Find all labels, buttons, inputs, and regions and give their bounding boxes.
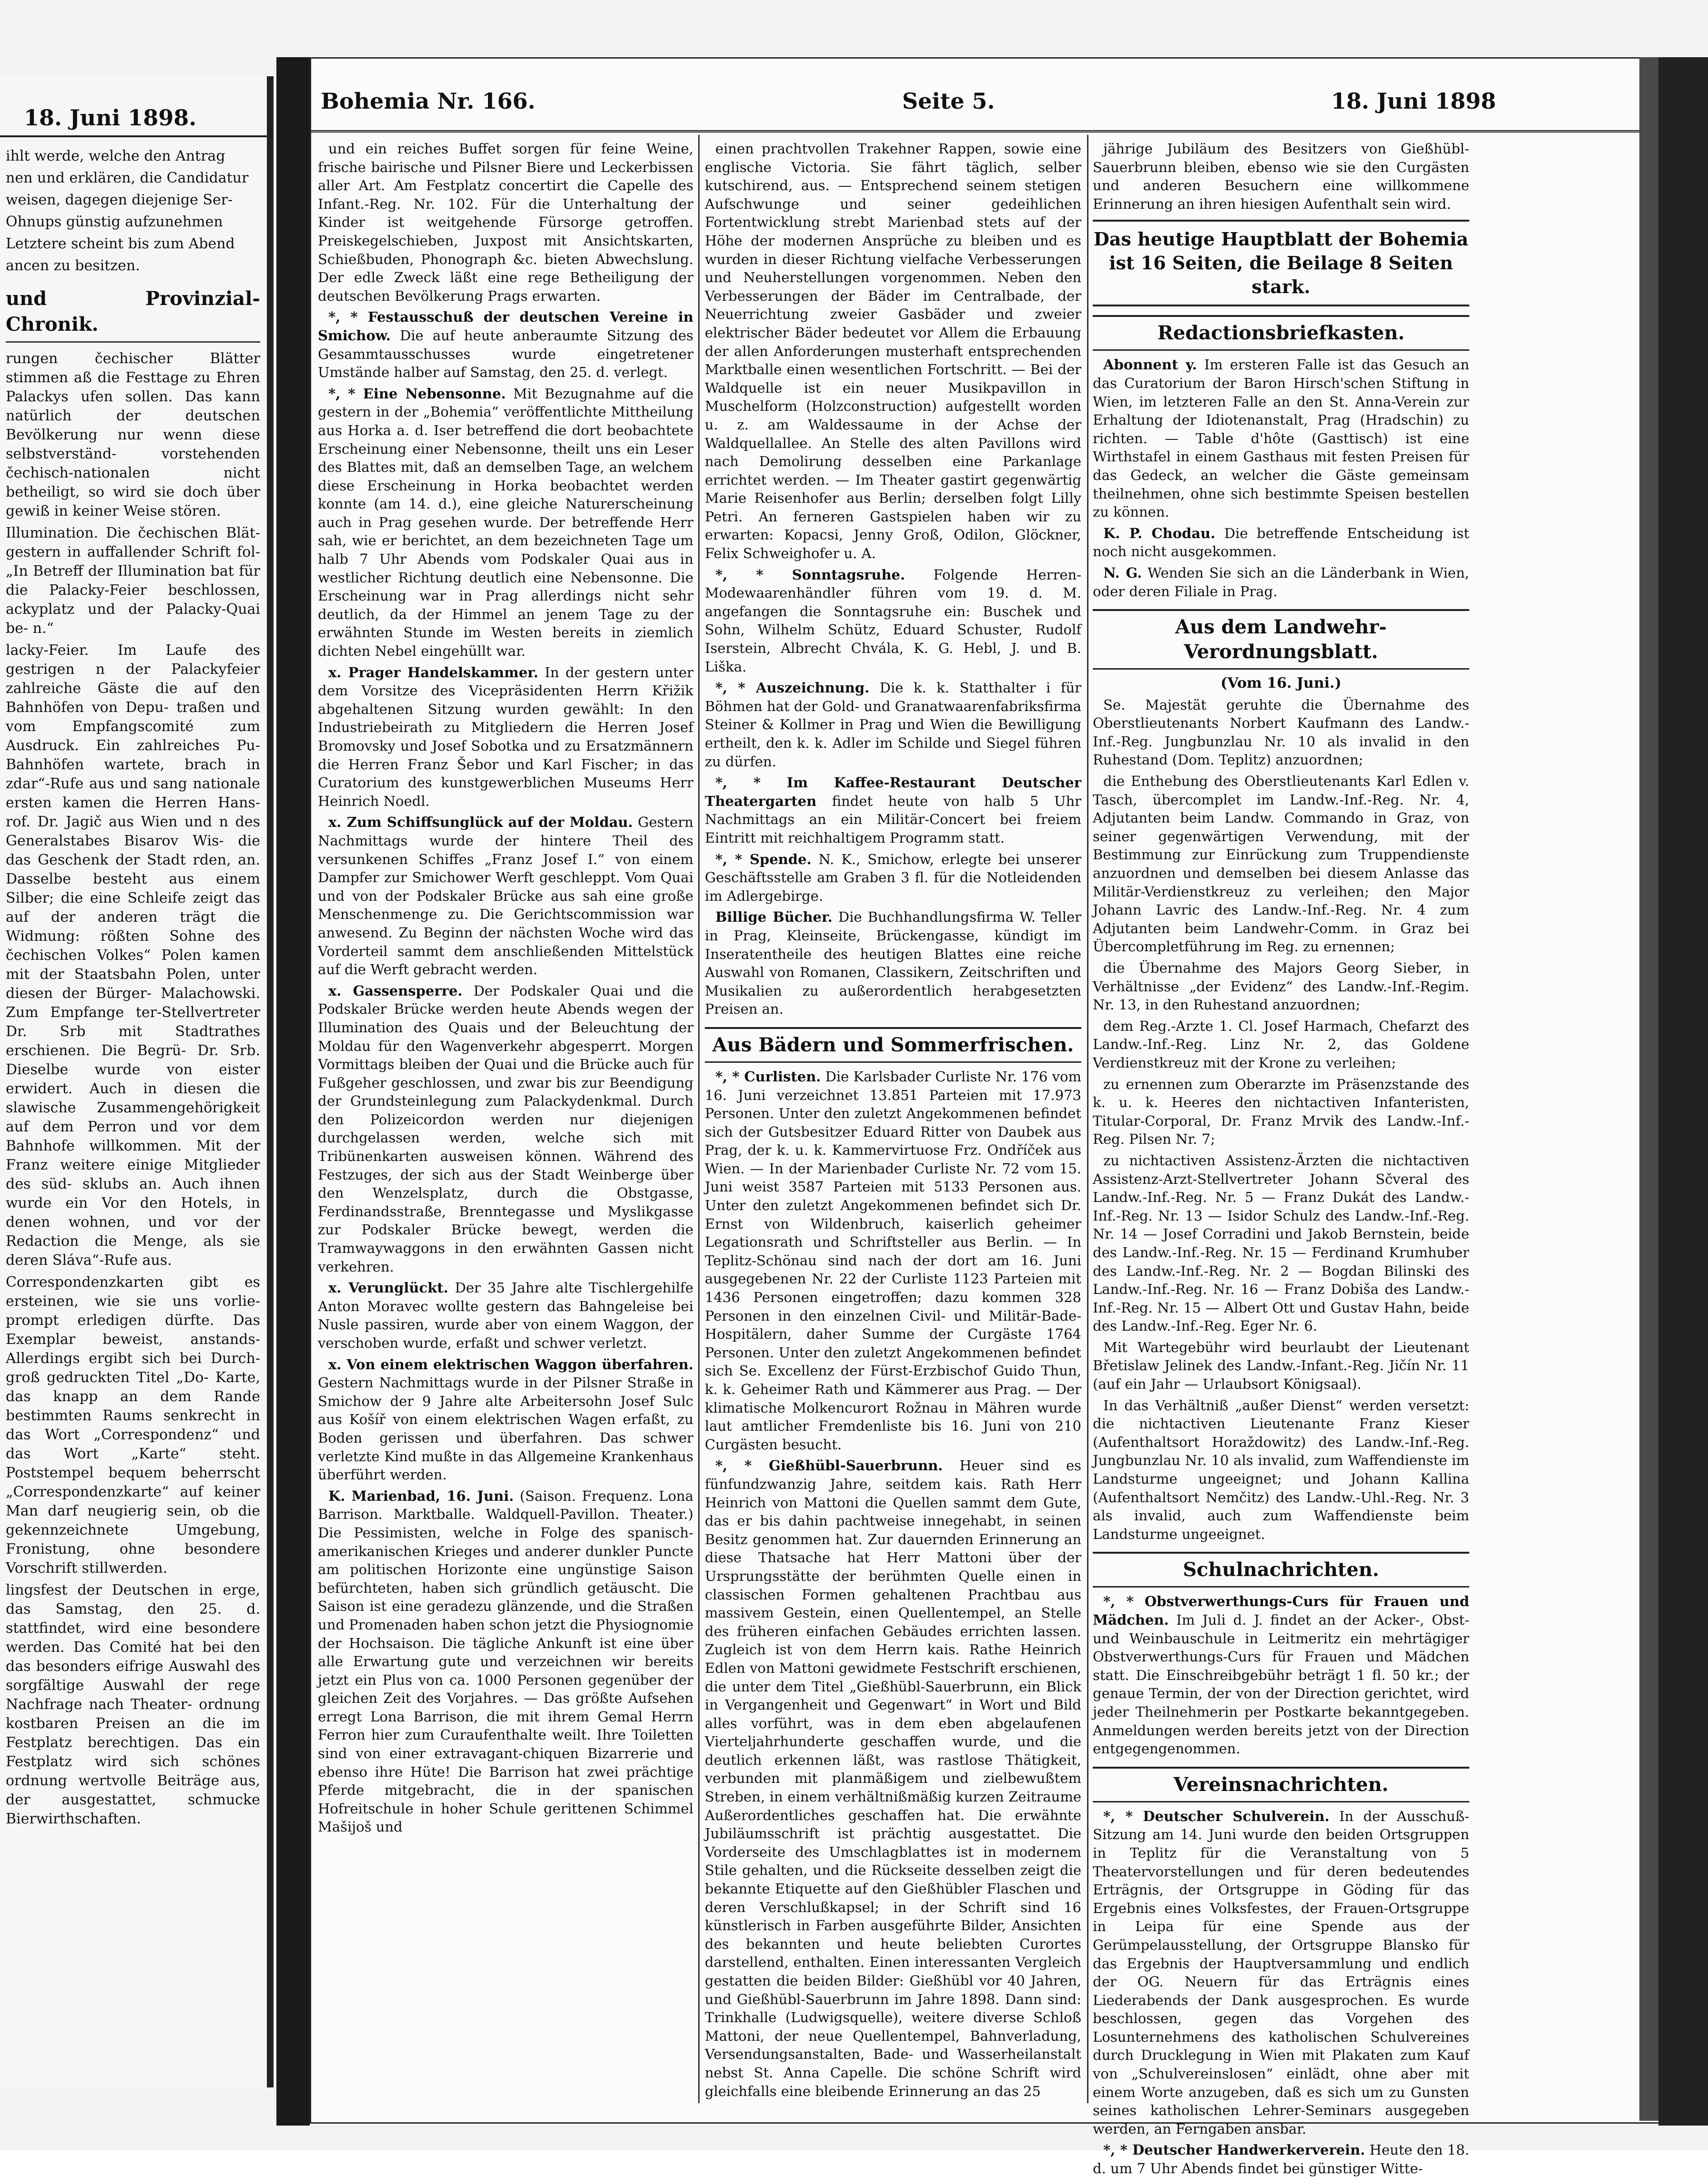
article-lead: *, * Spende.	[715, 851, 812, 867]
article-paragraph	[1093, 2141, 1469, 2178]
article-text: einen prachtvollen Trakehner Rappen, sowie eine englische Victoria. Sie fährt täglich, selber kutschirend, aus. — Entsprechend seinem stetigen Aufschwunge und seiner gedeihlichen Fortentwicklung strebt Marienbad stets auf der Höhe der modernen Ansprüche zu bleiben und es wurden in dieser Richtung vielfache Verbesserungen und Neuherstellungen vorgenommen. Neben den Verbesserungen der Bäder im Centralbade, der Neuerrichtung zweier Gasbäder und zweier elektrischer Bäder bedeutet vor Allem die Erbauung der allen Anforderungen musterhaft entsprechenden Marktballe einen wesentlichen Fortschritt. — Bei der Waldquelle ist ein neuer Musikpavillon in Muschelform (Holzconstruction) aufgestellt worden u. z. am Waldessaume in der Achse der Waldquellallee. An Stelle des alten Pavillons wird nach Demolirung desselben eine Parkanlage errichtet werden. — Im Theater gastirt gegenwärtig Marie Reisenhofer aus Berlin; derselben folgt Lilly Petri. An ferneren Gastspielen haben wir zu erwarten: Kopacsi, Jenny Groß, Odilon, Glöckner, Felix Schweighofer u. A.	[705, 141, 1081, 562]
article-text: Der Podskaler Quai und die Podskaler Brücke werden heute Abends wegen der Illumination des Quais und der Beleuchtung der Moldau für den Wagenverkehr abgesperrt. Morgen Vormittags bleiben der Quai und die Brücke auch für Fußgeher geschlossen, und zwar bis zur Beendigung der Grundsteinlegung zum Palackydenkmal. Durch den Polizeicordon werden nur diejenigen durchgelassen werden, welche sich mit Tribünenkarten ausweisen können. Während des Festzuges, der sich aus der Stadt Weinberge über den Wenzelsplatz, durch die Obstgasse, Ferdinandsstraße, Brenntegasse und Myslikgasse zur Podskaler Brücke bewegt, werden die Tramwaywaggons in den erwähnten Gassen nicht verkehren.	[318, 982, 693, 1275]
column-rule	[698, 135, 700, 2103]
page-number: Seite 5.	[902, 88, 995, 114]
article-lead: *, * Im Kaffee-Restaurant Deutscher Theatergarten	[705, 774, 1081, 809]
article-lead: K. Marienbad, 16. Juni.	[328, 1487, 514, 1504]
article-paragraph	[1093, 1338, 1469, 1394]
article-paragraph	[1093, 696, 1469, 769]
article-text: N. K., Smichow, erlegte bei unserer Geschäftsstelle am Graben 3 fl. für die Notleidenden im Adlergebirge.	[705, 851, 1081, 904]
article-paragraph	[705, 1456, 1081, 2100]
newspaper-page	[310, 57, 1661, 2177]
paper-title: Bohemia Nr. 166.	[321, 88, 536, 114]
article-text: Wenden Sie sich an die Länderbank in Wien, oder deren Filiale in Prag.	[1093, 564, 1469, 600]
article-paragraph	[1093, 772, 1469, 956]
article-paragraph	[318, 982, 693, 1276]
article-lead: x. Prager Handelskammer.	[328, 664, 539, 681]
article-text: Gestern Nachmittags wurde in der Pilsner Straße in Smichow der 9 Jahre alte Arbeitersohn Josef Sulc aus Košíř von einem elektrischen Wagen erfaßt, zu Boden gerissen und überfahren. Das schwer verletzte Kind mußte in das Allgemeine Krankenhaus überführt werden.	[318, 1374, 693, 1483]
article-paragraph	[705, 140, 1081, 563]
article-text: und ein reiches Buffet sorgen für feine Weine, frische bairische und Pilsner Biere und Leckerbissen aller Art. Am Festplatz concertirt die Capelle des Infant.-Reg. Nr. 102. Für die Unterhaltung der Kinder ist weitgehende Fürsorge getroffen. Preiskegelschieben, Juxpost mit Ansichtskarten, Schießbuden, Phonograph &c. bieten Abwechslung. Der edle Zweck läßt eine rege Betheiligung der deutschen Bevölkerung Prags erwarten.	[318, 141, 693, 304]
previous-page-date: 18. Juni 1898.	[0, 76, 267, 137]
article-paragraph	[318, 308, 693, 381]
article-text: die Enthebung des Oberstlieutenants Karl Edlen v. Tasch, übercomplet im Landw.-Inf.-Reg. Nr. 4, Adjutanten beim Landw. Commando in Graz, von seiner gegenwärtigen Verwendung, mit der Bestimmung zur Einrückung zum Truppendienste anzuordnen und demselben bei diesem Anlasse das Militär-Verdienstkreuz zu verleihen; den Major Johann Lavric des Landw.-Inf.-Reg. Nr. 4 zum Adjutanten beim Landwehr-Comm. in Graz bei Übercompletführung im Reg. zu ernennen;	[1093, 773, 1469, 955]
section-heading: Aus dem Landwehr-Verordnungsblatt.	[1093, 609, 1469, 670]
previous-page-paragraph: Correspondenzkarten gibt es ersteinen, wie sie uns vorlie- prompt erledigen dürfte. Das Exemplar beweist, anstands- Allerdings ergibt sich bei Durch- groß gedruckten Titel „Do- Karte, das knapp an dem Rande bestimmten Raums senkrecht in das Wort „Correspondenz“ und das Wort „Karte“ steht. Poststempel bequem beherrscht „Correspondenzkarte“ auf keiner Man darf neugierig sein, ob die gekennzeichnete Umgebung, Fronistung, ohne besondere Vorschrift stillwerden.	[6, 1274, 260, 1577]
article-text: die Übernahme des Majors Georg Sieber, in Verhältnisse „der Evidenz“ des Landw.-Inf.-Regim. Nr. 13, in den Ruhestand anzuordnen;	[1093, 960, 1469, 1013]
previous-page-section-title: und Provinzial-Chronik.	[6, 286, 260, 343]
article-text: Mit Wartegebühr wird beurlaubt der Lieutenant Břetislaw Jelinek des Landw.-Infant.-Reg. Jičín Nr. 11 (auf ein Jahr — Urlaubsort Königsaal).	[1093, 1339, 1469, 1393]
article-text: Heute den 18. d. um 7 Uhr Abends findet bei günstiger Witte-	[1093, 2142, 1470, 2177]
page-header	[311, 59, 1660, 132]
previous-page-intro-line: Ohnups günstig aufzunehmen	[6, 214, 223, 230]
article-text: Im ersteren Falle ist das Gesuch an das Curatorium der Baron Hirsch'schen Stiftung in Wien, im letzteren Falle an den St. Anna-Verein zur Erhaltung der Idiotenanstalt, Prag (Hradschin) zu richten. — Table d'hôte (Gasttisch) ist eine Wirthstafel in einem Gasthaus mit festen Preisen für das Gedeck, an welcher die Gäste gemeinsam theilnehmen, ohne sich bestimmte Speisen bestellen zu können.	[1093, 356, 1470, 520]
article-paragraph	[1093, 140, 1469, 213]
article-text: Der 35 Jahre alte Tischlergehilfe Anton Moravec wollte gestern das Bahngeleise bei Nusle passiren, wurde aber von einem Waggon, der verschoben wurde, erfaßt und schwer verletzt.	[318, 1280, 693, 1351]
article-paragraph	[1093, 1075, 1469, 1149]
previous-page-intro-line: Letztere scheint bis zum Abend	[6, 235, 235, 252]
article-lead: *, * Sonntagsruhe.	[715, 566, 905, 583]
previous-page-paragraph: lingsfest der Deutschen in erge, das Samstag, den 25. d. stattfindet, wird eine besondere werden. Das Comité hat bei den das besonders eifrige Auswahl des sorgfältige Auswahl der rege Nachfrage nach Theater- ordnung kostbaren Preisen an die im Festplatz berechtigen. Das ein Festplatz wird sich schönes ordnung wertvolle Beiträge aus, der ausgestattet, schmucke Bierwirthschaften.	[6, 1582, 260, 1827]
column-rule	[1087, 135, 1088, 2103]
article-text: Die k. k. Statthalter i für Böhmen hat der Gold- und Granatwaarenfabriksfirma Steiner & Kollmer in Prag und Wien die Bewilligung ertheilt, den k. k. Adler im Schilde und Siegel führen zu dürfen.	[705, 680, 1081, 770]
article-lead: *, * Festausschuß der deutschen Vereine in Smichow.	[318, 309, 693, 344]
article-text: In der Ausschuß-Sitzung am 14. Juni wurde den beiden Ortsgruppen in Teplitz für die Veranstaltung von 5 Theatervorstellungen und für deren bedeutendes Erträgnis, der Ortsgruppe in Göding für das Ergebnis eines Volksfestes, der Frauen-Ortsgruppe in Leipa für eine Spende aus der Gerümpelausstellung, der Ortsgruppe Blansko für das Ergebnis der Hauptversammlung und endlich der OG. Neuern für das Erträgnis eines Liederabends der Dank ausgesprochen. Es wurde beschlossen, gegen das Vorgehen des Losunternehmens des katholischen Schulvereines durch Drucklegung in Wien mit Plakaten zum Kauf von „Schulvereinslosen“ einlädt, ohne aber mit einem Worte anzugeben, daß es sich um zu Gunsten seines katholischen Lehrer-Seminars ausgegeben werden, an Ferngaben ansbar.	[1093, 1808, 1470, 2137]
article-lead: x. Gassensperre.	[328, 982, 463, 999]
column-3	[1093, 140, 1470, 2177]
article-text: findet heute von halb 5 Uhr Nachmittags an ein Militär-Concert bei freiem Eintritt mit reichhaltigem Programm statt.	[705, 793, 1081, 846]
article-paragraph	[705, 679, 1081, 771]
article-paragraph	[1093, 1592, 1469, 1758]
article-paragraph	[318, 140, 693, 305]
article-text: Se. Majestät geruhte die Übernahme des Oberstlieutenants Norbert Kaufmann des Landw.-Inf.-Reg. Jungbunzlau Nr. 10 als invalid in den Ruhestand (Dom. Teplitz) anzuordnen;	[1093, 696, 1469, 768]
article-lead: *, * Obstverwerthungs-Curs für Frauen und Mädchen.	[1093, 1593, 1469, 1628]
article-paragraph	[1093, 1151, 1469, 1335]
article-text: Die betreffende Entscheidung ist noch nicht ausgekommen.	[1093, 525, 1469, 560]
article-text: Die Buchhandlungsfirma W. Teller in Prag, Kleinseite, Brückengasse, kündigt im Inseratentheile des heutigen Blattes eine reiche Auswahl von Romanen, Classikern, Zeitschriften und Musikalien zu außerordentlich herabgesetzten Preisen an.	[705, 909, 1082, 1018]
previous-page-paragraph: rungen čechischer Blätter stimmen aß die Festtage zu Ehren Palackys ufen sollen. Das kann natürlich der deutschen Bevölkerung nur wenn diese selbstverständ- vorstehenden čechisch-nationalen nicht betheiligt, so wird sie doch über gewiß in keiner Weise stören.	[6, 350, 260, 519]
article-text: dem Reg.-Arzte 1. Cl. Josef Harmach, Chefarzt des Landw.-Inf.-Reg. Linz Nr. 2, das Goldene Verdienstkreuz mit der Krone zu verleihen;	[1093, 1018, 1469, 1071]
article-lead: Abonnent y.	[1103, 356, 1197, 373]
article-paragraph	[318, 1279, 693, 1352]
previous-page-intro-line: ancen zu besitzen.	[6, 257, 140, 274]
previous-page-column	[0, 137, 267, 1829]
article-paragraph	[318, 1355, 693, 1484]
issue-date: 18. Juni 1898	[1331, 88, 1496, 114]
article-text: Die auf heute anberaumte Sitzung des Gesammtausschusses wurde eingetretener Umstände halber auf Samstag, den 25. d. verlegt.	[318, 327, 693, 381]
previous-page	[0, 76, 274, 2087]
column-2	[705, 140, 1081, 2098]
previous-page-paragraph: Illumination. Die čechischen Blät- gestern in auffallender Schrift fol- „In Betreff der Illumination bat für die Palacky-Feier beschlossen, ackyplatz und der Palacky-Quai be- n.“	[6, 525, 260, 637]
article-lead: *, * Deutscher Handwerkerverein.	[1103, 2142, 1365, 2158]
article-lead: x. Verunglückt.	[328, 1280, 448, 1296]
section-subheading: (Vom 16. Juni.)	[1220, 675, 1342, 692]
article-text: In der gestern unter dem Vorsitze des Vicepräsidenten Herrn Křižik abgehaltenen Sitzung wurden gewählt: In den Industriebeirath zu Mitgliedern die Herren Josef Bromovsky und Josef Sobotka und zu Ersatzmännern die Herren Franz Šebor und Karl Fischer; in das Curatorium des kunstgewerblichen Museums Herr Heinrich Noedl.	[318, 664, 693, 809]
article-paragraph	[705, 908, 1081, 1018]
article-paragraph	[1093, 356, 1469, 521]
previous-page-paragraph: lacky-Feier. Im Laufe des gestrigen n der Palackyfeier zahlreiche Gäste die auf den Bahnhöfen von Depu- traßen und vom Empfangscomité zum Ausdruck. Ein zahlreiches Pu- Bahnhöfen wartete, brach in zdar“-Rufe aus und sang nationale ersten kamen die Herren Hans- rof. Dr. Jagič aus Wien und n des Generalstabes Bisarov Wis- die das Geschenk der Stadt rden, an. Dasselbe besteht aus einem Silber; die eine Schleife zeigt das auf der anderen trägt die Widmung: rößten Sohne des čechischen Volkes“ Polen kamen mit der Staatsbahn Polen, unter diesen der Bürger- Malachowski. Zum Empfange ter-Stellvertreter Dr. Srb mit Stadtrathes erschienen. Die Begrü- Dr. Srb. Dieselbe wurde von eister erwidert. Auch in diesen die slawische Zusammengehörigkeit auf dem Perron und vor dem Bahnhofe willkommen. Mit der Franz weitere einige Mitglieder des süd- sklubs an. Auch ihnen wurde ein Vor den Hotels, in denen wohnen, und vor der Redaction die Menge, als sie deren Sláva“-Rufe aus.	[6, 642, 260, 1269]
article-paragraph	[1093, 564, 1469, 600]
article-lead: K. P. Chodau.	[1103, 525, 1216, 541]
article-lead: *, * Deutscher Schulverein.	[1103, 1808, 1330, 1824]
article-text: Mit Bezugnahme auf die gestern in der „Bohemia“ veröffentlichte Mittheilung aus Horka a. d. Iser betreffend die dort beobachtete Erscheinung einer Nebensonne, theilt uns ein Leser des Blattes mit, daß an demselben Tage, an welchem diese Erscheinung in Horka beobachtet werden konnte (am 14. d.), eine gleiche Naturerscheinung auch in Prag gesehen wurde. Der betreffende Herr sah, wie er berichtet, an dem bezeichneten Tage um halb 7 Uhr Abends vom Podskaler Quai aus in westlicher Richtung deutlich eine Nebensonne. Die Erscheinung war in Prag allerdings nicht sehr deutlich, da der Himmel an jenem Tage zu der erwähnten Stunde im Westen bereits in ziemlich dichten Nebel eingehüllt war.	[318, 385, 693, 660]
article-text: Im Juli d. J. findet an der Acker-, Obst- und Weinbauschule in Leitmeritz ein mehrtägiger Obstverwerthungs-Curs für Frauen und Mädchen statt. Die Einschreibgebühr beträgt 1 fl. 50 kr.; der genaue Termin, der von der Direction gerichtet, wird jeder Theilnehmerin per Postkarte bekanntgegeben. Anmeldungen werden bereits jetzt von der Direction entgegengenommen.	[1093, 1612, 1469, 1757]
article-text: (Saison. Frequenz. Lona Barrison. Marktballe. Waldquell-Pavillon. Theater.) Die Pessimisten, welche in Folge des spanisch-amerikanischen Krieges und anderer dunkler Puncte am politischen Horizonte eine ungünstige Saison befürchteten, haben sich gründlich getäuscht. Die Saison ist eine geradezu glänzende, und die Straßen und Promenaden haben schon jetzt die Physiognomie der Hochsaison. Die tägliche Ankunft ist eine über alle Erwartung gute und verzeichnen wir bereits jetzt ein Plus von ca. 1000 Personen gegenüber der gleichen Zeit des Vorjahres. — Das größte Aufsehen erregt Lona Barrison, die mit ihrem Gemal Herrn Ferron hier zum Curaufenthalte weilt. Ihre Toiletten sind von einer extravagant-chiquen Bizarrerie und ebenso ihre Hüte! Die Barrison hat zwei prächtige Pferde mitgebracht, die in der spanischen Hofreitschule in hoher Schule gerittenen Schimmel Mašijoš und	[318, 1487, 693, 1835]
article-paragraph	[705, 850, 1081, 906]
article-paragraph	[318, 1487, 693, 1836]
section-heading: Redactionsbriefkasten.	[1093, 315, 1469, 351]
previous-page-intro-line: ihlt werde, welche den Antrag	[6, 148, 225, 164]
article-lead: *, * Gießhübl-Sauerbrunn.	[715, 1457, 943, 1474]
column-1	[318, 140, 693, 2098]
article-paragraph	[1093, 1807, 1469, 2138]
article-paragraph	[1093, 959, 1469, 1014]
article-lead: *, * Curlisten.	[715, 1068, 821, 1085]
section-heading: Aus Bädern und Sommerfrischen.	[705, 1027, 1081, 1063]
article-paragraph	[705, 1068, 1081, 1454]
article-text: Folgende Herren-Modewaarenhändler führen vom 19. d. M. angefangen die Sonntagsruhe ein: Buschek und Sohn, Wilhelm Schütz, Eduard Schuster, Rudolf Iserstein, Albrecht Chvála, K. G. Hebl, J. und B. Liška.	[705, 566, 1082, 675]
article-text: zu ernennen zum Oberarzte im Präsenzstande des k. u. k. Heeres den nichtactiven Infanteristen, Titular-Corporal, Dr. Franz Mrvik des Landw.-Inf.-Reg. Pilsen Nr. 7;	[1093, 1076, 1469, 1148]
article-lead: Billige Bücher.	[715, 909, 833, 926]
article-paragraph	[318, 663, 693, 811]
article-lead: x. Von einem elektrischen Waggon überfahren.	[328, 1356, 693, 1373]
article-paragraph	[1093, 1017, 1469, 1072]
article-lead: x. Zum Schiffsunglück auf der Moldau.	[328, 814, 633, 831]
article-text: zu nichtactiven Assistenz-Ärzten die nichtactiven Assistenz-Arzt-Stellvertreter Johann Sčveral des Landw.-Inf.-Reg. Nr. 5 — Franz Dukát des Landw.-Inf.-Reg. Nr. 13 — Isidor Schulz des Landw.-Inf.-Reg. Nr. 14 — Josef Corradini und Jakob Bernstein, beide des Landw.-Inf.-Reg. Nr. 15 — Ferdinand Krumhuber des Landw.-Inf.-Reg. Nr. 2 — Bogdan Bilinski des Landw.-Inf.-Reg. Nr. 16 — Franz Dobiša des Landw.-Inf.-Reg. Nr. 15 — Albert Ott und Gustav Hahn, beide des Landw.-Inf.-Reg. Eger Nr. 6.	[1093, 1152, 1469, 1334]
article-paragraph	[318, 813, 693, 978]
article-text: Heuer sind es fünfundzwanzig Jahre, seitdem kais. Rath Herr Heinrich von Mattoni die Quellen sammt dem Gute, das er bis dahin pachtweise innegehabt, in seinen Besitz genommen hat. Zur dauernden Erinnerung an diese Thatsache hat Herr Mattoni über der Ursprungsstätte der berühmten Quelle einen in classischen Formen gehaltenen Prachtbau aus massivem Gestein, einen Quellentempel, an Stelle des früheren einfachen Gebäudes errichten lassen. Zugleich ist von dem Herrn kais. Rathe Heinrich Edlen von Mattoni gewidmete Festschrift erschienen, die unter dem Titel „Gießhübl-Sauerbrunn, ein Blick in Vergangenheit und Gegenwart“ in Wort und Bild alles vorführt, was in dem eben abgelaufenen Vierteljahrhunderte geschaffen wurde, und die deutlich erkennen läßt, was rastlose Thätigkeit, verbunden mit planmäßigem und zielbewußtem Streben, in einem verhältnißmäßig kurzen Zeitraume Außerordentliches geschaffen hat. Die erwähnte Jubiläumsschrift ist prächtig ausgestattet. Die Vorderseite des Umschlagblattes ist in modernem Stile gehalten, und die Rückseite desselben zeigt die bekannte Etiquette auf den Gießhübler Flaschen und deren Verschlußkapsel; in der Schrift sind 16 künstlerisch in Farben ausgeführte Bilder, Ansichten des bekannten und heute beliebten Curortes darstellend, enthalten. Einen interessanten Vergleich gestatten die beiden Bilder: Gießhübl vor 40 Jahren, und Gießhübl-Sauerbrunn im Jahre 1898. Dann sind: Trinkhalle (Ludwigsquelle), weitere diverse Schloß Mattoni, der neue Quellentempel, Bahnverladung, Versendungsanstalten, Bade- und Wasserheilanstalt nebst St. Anna Capelle. Die schöne Schrift wird gleichfalls eine bleibende Erinnerung an das 25	[705, 1457, 1081, 2099]
article-text: In das Verhältniß „außer Dienst“ werden versetzt: die nichtactiven Lieutenante Franz Kieser (Aufenthaltsort Horaždowitz) des Landw.-Inf.-Reg. Jungbunzlau Nr. 10 als invalid, zum Waffendienste im Landsturme ungeeignet; und Johann Kallina (Aufenthaltsort Nemčitz) des Landw.-Uhl.-Reg. Nr. 3 als invalid, auch zum Waffendienste beim Landsturme ungeeignet.	[1093, 1397, 1469, 1542]
article-paragraph	[705, 773, 1081, 847]
previous-page-intro-line: nen und erklären, die Candidatur	[6, 170, 249, 186]
page-edge-shadow	[1639, 57, 1658, 2121]
article-text: Die Karlsbader Curliste Nr. 176 vom 16. Juni verzeichnet 13.851 Parteien mit 17.973 Personen. Unter den zuletzt Angekommenen befindet sich der Gutsbesitzer Eduard Ritter von Daubek aus Prag, der k. u. k. Kammervirtuose Frz. Ondříček aus Wien. — In der Marienbader Curliste Nr. 72 vom 15. Juni weist 3587 Parteien mit 5133 Personen aus. Unter den zuletzt Angekommenen befindet sich Dr. Ernst von Wildenbruch, kaiserlich geheimer Legationsrath und Schriftsteller aus Berlin. — In Teplitz-Schönau sind nach der dort am 16. Juni ausgegebenen Nr. 22 der Curliste 1123 Parteien mit 1436 Personen eingetroffen; dazu kommen 328 Personen in den einzelnen Civil- und Militär-Bade-Hospitälern, daher Summe der Curgäste 1764 Personen. Unter den zuletzt Angekommenen befindet sich Se. Excellenz der Fürst-Erzbischof Guido Thun, k. k. Geheimer Rath und Kämmerer aus Prag. — Der klimatische Molkencurort Rožnau in Mähren wurde laut amtlicher Fremdenliste bis 16. Juni von 210 Curgästen besucht.	[705, 1068, 1081, 1453]
article-text: Gestern Nachmittags wurde der hintere Theil des versunkenen Schiffes „Franz Josef I.“ von einem Dampfer zur Smichower Werft geschleppt. Vom Quai und von der Podskaler Brücke aus sah eine große Menschenmenge zu. Die Gerichtscommission war anwesend. Zu Beginn der nächsten Woche wird das Vorderteil sammt dem anschließenden Mittelstück auf die Werft gebracht werden.	[318, 814, 693, 978]
article-lead: N. G.	[1103, 564, 1142, 581]
previous-page-intro-line: weisen, dagegen diejenige Ser-	[6, 192, 233, 208]
article-paragraph	[318, 385, 693, 661]
article-paragraph	[1093, 524, 1469, 561]
article-paragraph	[1093, 1396, 1469, 1544]
article-lead: *, * Auszeichnung.	[715, 680, 870, 696]
article-lead: *, * Eine Nebensonne.	[328, 385, 506, 402]
book-gutter	[276, 57, 310, 2126]
article-text: jährige Jubiläum des Besitzers von Gießhübl-Sauerbrunn bleiben, ebenso wie sie den Curgästen und anderen Besuchern eine willkommene Erinnerung an ihren hiesigen Aufenthalt sein wird.	[1093, 141, 1469, 212]
article-paragraph	[705, 566, 1081, 676]
scan-border	[1658, 57, 1708, 2126]
section-heading: Vereinsnachrichten.	[1093, 1767, 1469, 1802]
section-heading: Schulnachrichten.	[1093, 1552, 1469, 1588]
notice-box: Das heutige Hauptblatt der Bohemia ist 16 Seiten, die Beilage 8 Seiten stark.	[1093, 220, 1469, 306]
